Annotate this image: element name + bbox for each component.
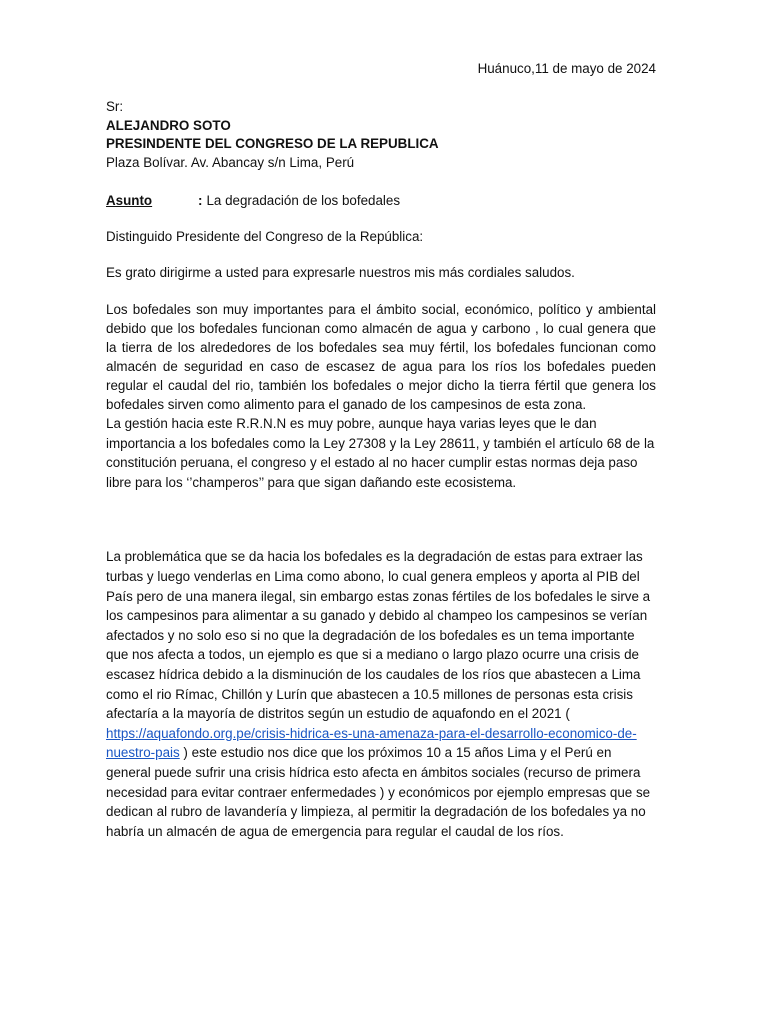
subject-text: La degradación de los bofedales xyxy=(206,193,401,208)
paragraph-problem xyxy=(106,547,656,841)
paragraph-management: La gestión hacia este R.R.N.N es muy pobre, aunque haya varias leyes que le dan importancia a los bofedales como la Ley 27308 y la Ley 28611, y también el artículo 68 de la constitución peruana, el congreso y el estado al no hacer cumplir estas normas deja paso libre para los ‘’champeros’’ para que sigan dañando este ecosistema. xyxy=(106,416,655,490)
recipient-name: ALEJANDRO SOTO xyxy=(106,117,231,133)
letter-page xyxy=(106,60,656,841)
subject-line xyxy=(106,192,656,210)
subject-colon: : xyxy=(198,193,203,208)
recipient-address: Plaza Bolívar. Av. Abancay s/n Lima, Perú xyxy=(106,154,355,170)
recipient-block xyxy=(106,98,656,172)
intro-paragraph: Es grato dirigirme a usted para expresarle nuestros mis más cordiales saludos. xyxy=(106,265,575,280)
greeting: Distinguido Presidente del Congreso de la República: xyxy=(106,229,424,244)
paragraph-problem-text-start: La problemática que se da hacia los bofedales es la degradación de estas para extraer las turbas y luego venderlas en Lima como abono, lo cual genera empleos y aporta al PIB del País pero de una manera ilegal, sin embargo estas zonas fértiles de los bofedales le sirve a los campesinos para alimentar a su ganado y debido al champeo los campesinos se verían afectados y no solo eso si no que la degradación de los bofedales es un tema importante que nos afecta a todos, un ejemplo es que si a mediano o largo plazo ocurre una crisis de escasez hídrica debido a la disminución de los caudales de los ríos que abastecen a Lima como el rio Rímac, Chillón y Lurín que abastecen a 10.5 millones de personas esta crisis afectaría a la mayoría de distritos según un estudio de aquafondo en el 2021 ( xyxy=(106,549,651,722)
recipient-title: PRESINDENTE DEL CONGRESO DE LA REPUBLICA xyxy=(106,136,439,151)
date-line: Huánuco,11 de mayo de 2024 xyxy=(477,61,656,76)
aquafondo-link[interactable]: https://aquafondo.org.pe/crisis-hidrica-es-una-amenaza-para-el-desarrollo-economico-de-nuestro-pais xyxy=(106,725,637,761)
paragraph-bofedales-importance: Los bofedales son muy importantes para el ámbito social, económico, político y ambiental debido que los bofedales funcionan como almacén de agua y carbono , lo cual genera que la tierra de los alrededores de los bofedales sea muy fértil, los bofedales funcionan como almacén de seguridad en caso de escasez de agua para los ríos los bofedales pueden regular el caudal del rio, también los bofedales o mejor dicho la tierra fértil que genera los bofedales sirven como alimento para el ganado de los campesinos de esta zona. xyxy=(106,302,656,412)
paragraph-problem-text-end: ) este estudio nos dice que los próximos 10 a 15 años Lima y el Perú en general puede sufrir una crisis hídrica esto afecta en ámbitos sociales (recurso de primera necesidad para evitar contraer enfermedades ) y económicos por ejemplo empresas que se dedican al rubro de lavandería y limpieza, al permitir la degradación de los bofedales ya no habría un almacén de agua de emergencia para regular el caudal de los ríos. xyxy=(106,745,651,839)
salutation-short: Sr: xyxy=(106,99,124,114)
subject-label: Asunto xyxy=(106,193,153,208)
